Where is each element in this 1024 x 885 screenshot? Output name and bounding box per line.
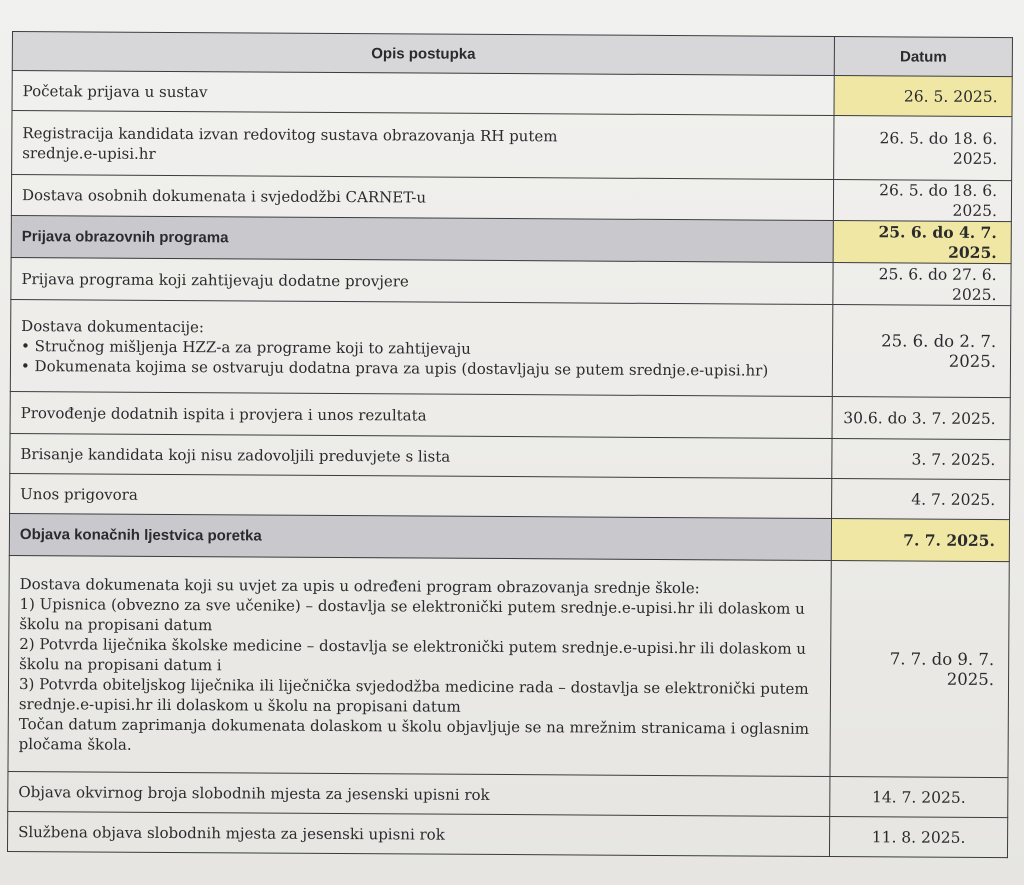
row-date: 25. 6. do 27. 6. 2025. — [833, 263, 1011, 306]
section-date: 7. 7. 2025. — [831, 519, 1009, 562]
row-bullet: • Stručnog mišljenja HZZ-a za programe koji to zahtijevaju — [21, 336, 471, 358]
row-description-line: srednje.e-upisi.hr — [22, 143, 156, 163]
row-date: 14. 7. 2025. — [830, 777, 1008, 818]
row-description: Objava okvirnog broja slobodnih mjesta za jesenski upisni rok — [8, 771, 830, 816]
table-row — [10, 433, 1010, 479]
table-row — [12, 71, 1012, 117]
row-intro: Dostava dokumenata koji su uvjet za upis u određeni program obrazovanja srednje škole: — [19, 574, 700, 597]
row-description: Brisanje kandidata koji nisu zadovoljili preduvjete s lista — [10, 433, 832, 478]
table-row — [10, 299, 1011, 397]
row-intro: Dostava dokumentacije: — [21, 316, 205, 336]
row-item: 1) Upisnica (obvezno za sve učenike) – dostavlja se elektronički putem srednje.e-upisi.hr ili dolaskom u školu na propisani datum — [19, 594, 805, 634]
table-row — [11, 175, 1011, 222]
column-header-date: Datum — [834, 37, 1012, 77]
row-item: 3) Potvrda obiteljskog liječnika ili liječnička svjedodžba medicine rada – dostavlja se elektronički putem srednje.e-upisi.hr ili dolaskom u školu na propisani datum — [18, 674, 809, 716]
table-row — [8, 555, 1009, 777]
row-date: 11. 8. 2025. — [829, 817, 1007, 858]
row-note: Točan datum zaprimanja dokumenata dolaskom u školu objavljuje se na mrežnim stranicama i oglasnim pločama škola. — [18, 714, 810, 754]
row-description-line: Registracija kandidata izvan redovitog sustava obrazovanja RH putem — [22, 123, 558, 145]
section-row — [9, 513, 1009, 561]
column-header-description: Opis postupka — [12, 32, 834, 76]
table-row — [8, 771, 1008, 817]
row-description: Službena objava slobodnih mjesta za jesenski upisni rok — [7, 811, 829, 856]
row-description: Dostava osobnih dokumenata i svjedodžbi CARNET-u — [11, 175, 833, 221]
row-date: 26. 5. do 18. 6. 2025. — [834, 116, 1012, 181]
row-description: Unos prigovora — [10, 473, 832, 518]
table-row — [11, 257, 1011, 305]
schedule-table — [7, 31, 1013, 858]
table-row — [10, 391, 1010, 439]
row-date: 26. 5. do 18. 6. 2025. — [833, 180, 1011, 222]
table-row — [10, 473, 1010, 519]
schedule-document — [7, 31, 1012, 858]
row-date: 26. 5. 2025. — [834, 76, 1012, 117]
row-description — [12, 111, 834, 180]
section-description: Objava konačnih ljestvica poretka — [9, 513, 831, 560]
row-description — [8, 555, 831, 776]
row-description: Provođenje dodatnih ispita i provjera i unos rezultata — [10, 391, 832, 438]
row-date: 7. 7. do 9. 7. 2025. — [830, 561, 1009, 778]
section-row — [11, 215, 1011, 263]
section-date: 25. 6. do 4. 7. 2025. — [833, 221, 1011, 264]
row-description: Prijava programa koji zahtijevaju dodatne provjere — [11, 257, 833, 304]
row-date: 3. 7. 2025. — [832, 439, 1010, 480]
row-date: 25. 6. do 2. 7. 2025. — [832, 305, 1011, 398]
row-date: 30.6. do 3. 7. 2025. — [832, 397, 1010, 440]
row-bullet: • Dokumenata kojima se ostvaruju dodatna prava za upis (dostavljaju se putem srednje.e-upisi.hr) — [20, 356, 769, 380]
row-description: Početak prijava u sustav — [12, 71, 834, 116]
table-row — [7, 811, 1007, 857]
table-header-row — [12, 32, 1012, 77]
row-item: 2) Potvrda liječnika školske medicine – dostavlja se elektronički putem srednje.e-upisi.hr ili dolaskom u školu na propisani datum i — [19, 634, 807, 674]
row-date: 4. 7. 2025. — [832, 479, 1010, 520]
row-description — [10, 299, 833, 396]
table-row — [12, 111, 1012, 181]
section-description: Prijava obrazovnih programa — [11, 215, 833, 262]
